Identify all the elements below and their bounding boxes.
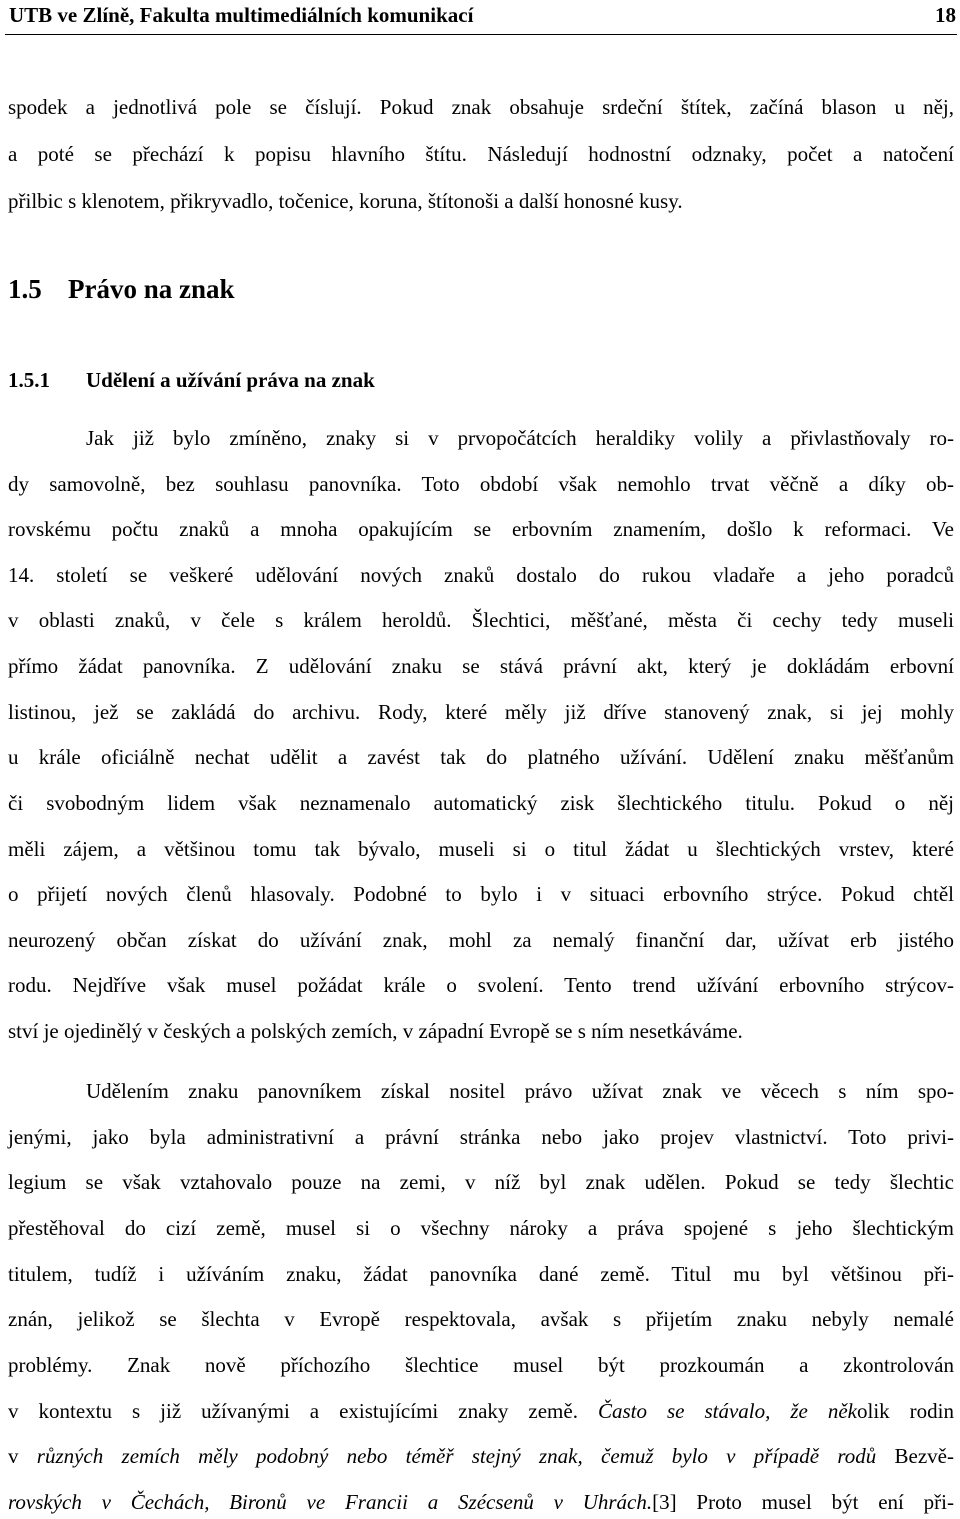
text-line-mixed (8, 1396, 954, 1426)
subsection-heading (8, 365, 375, 395)
text-line: dy samovolně, bez souhlasu panovníka. Toto období však nemohlo trvat věčně a díky ob- (8, 472, 954, 496)
italic-run: Často se stávalo, že něk (597, 1399, 857, 1423)
header-divider (5, 34, 957, 35)
text-line: Jak již bylo zmíněno, znaky si v prvopočátcích heraldiky volily a přivlastňovaly ro- (86, 426, 954, 450)
text-line: znán, jelikož se šlechta v Evropě respektovala, avšak s přijetím znaku nebyly nemalé (8, 1307, 954, 1331)
text-line: o přijetí nových členů hlasovaly. Podobné to bylo i v situaci erbovního strýce. Pokud chtěl (8, 882, 954, 906)
text-run: Bezvě- (876, 1444, 954, 1468)
text-line: měli zájem, a většinou tomu tak bývalo, museli si o titul žádat u šlechtických vrstev, které (8, 837, 954, 861)
text-line: legium se však vztahovalo pouze na zemi, v níž byl znak udělen. Pokud se tedy šlechtic (8, 1170, 954, 1194)
italic-run: různých zemích měly podobný nebo téměř stejný znak, čemuž bylo v případě rodů (36, 1444, 877, 1468)
text-line: ství je ojedinělý v českých a polských zemích, v západní Evropě se s ním nesetkáváme. (8, 1019, 743, 1043)
text-run: v (8, 1444, 37, 1468)
text-line: titulem, tudíž i užíváním znaku, žádat panovníka dané země. Titul mu byl většinou při- (8, 1262, 954, 1286)
text-line: problémy. Znak nově příchozího šlechtice musel být prozkoumán a zkontrolován (8, 1353, 954, 1377)
text-line: spodek a jednotlivá pole se číslují. Pokud znak obsahuje srdeční štítek, začíná blason u něj, (8, 95, 954, 119)
text-run: [3] Proto musel být ení při- (652, 1490, 954, 1514)
text-run: olik rodin (857, 1399, 954, 1423)
text-line-mixed (8, 1441, 954, 1471)
page-number: 18 (935, 3, 956, 27)
text-line: rovskému počtu znaků a mnoha opakujícím se erbovním znamením, došlo k reformaci. Ve (8, 517, 954, 541)
section-title: Právo na znak (68, 274, 235, 304)
running-header (9, 0, 956, 30)
subsection-title: Udělení a užívání práva na znak (86, 368, 375, 392)
text-line: 14. století se veškeré udělování nových znaků dostalo do rukou vladaře a jeho poradců (8, 563, 954, 587)
text-line: rodu. Nejdříve však musel požádat krále o svolení. Tento trend užívání erbovního strýcov- (8, 973, 954, 997)
text-line: přestěhoval do cizí země, musel si o všechny nároky a práva spojené s jeho šlechtickým (8, 1216, 954, 1240)
text-line: u krále oficiálně nechat udělit a zavést tak do platného užívání. Udělení znaku měšťanům (8, 745, 954, 769)
text-line: jenými, jako byla administrativní a právní stránka nebo jako projev vlastnictví. Toto privi- (8, 1125, 954, 1149)
text-line: či svobodným lidem však neznamenalo automatický zisk šlechtického titulu. Pokud o něj (8, 791, 954, 815)
header-title: UTB ve Zlíně, Fakulta multimediálních komunikací (9, 3, 474, 27)
section-heading (8, 272, 235, 306)
text-line: Udělením znaku panovníkem získal nositel právo užívat znak ve věcech s ním spo- (86, 1079, 954, 1103)
section-number: 1.5 (8, 274, 42, 304)
text-line: neurozený občan získat do užívání znak, mohl za nemalý finanční dar, užívat erb jistého (8, 928, 954, 952)
text-line-mixed (8, 1487, 954, 1517)
text-line: listinou, jež se zakládá do archivu. Rody, které měly již dříve stanovený znak, si jej mohly (8, 700, 954, 724)
text-run: v kontextu s již užívanými a existujícími znaky země. (8, 1399, 598, 1423)
text-line: přilbic s klenotem, přikryvadlo, točenice, koruna, štítonoši a další honosné kusy. (8, 189, 683, 213)
text-line: přímo žádat panovníka. Z udělování znaku se stává právní akt, který je dokládám erbovní (8, 654, 954, 678)
italic-run: rovských v Čechách, Bironů ve Francii a Szécsenů v Uhrách. (8, 1490, 653, 1514)
text-line: v oblasti znaků, v čele s králem heroldů. Šlechtici, měšťané, města či cechy tedy museli (8, 608, 954, 632)
subsection-number: 1.5.1 (8, 368, 50, 392)
text-line: a poté se přechází k popisu hlavního štítu. Následují hodnostní odznaky, počet a natočení (8, 142, 954, 166)
